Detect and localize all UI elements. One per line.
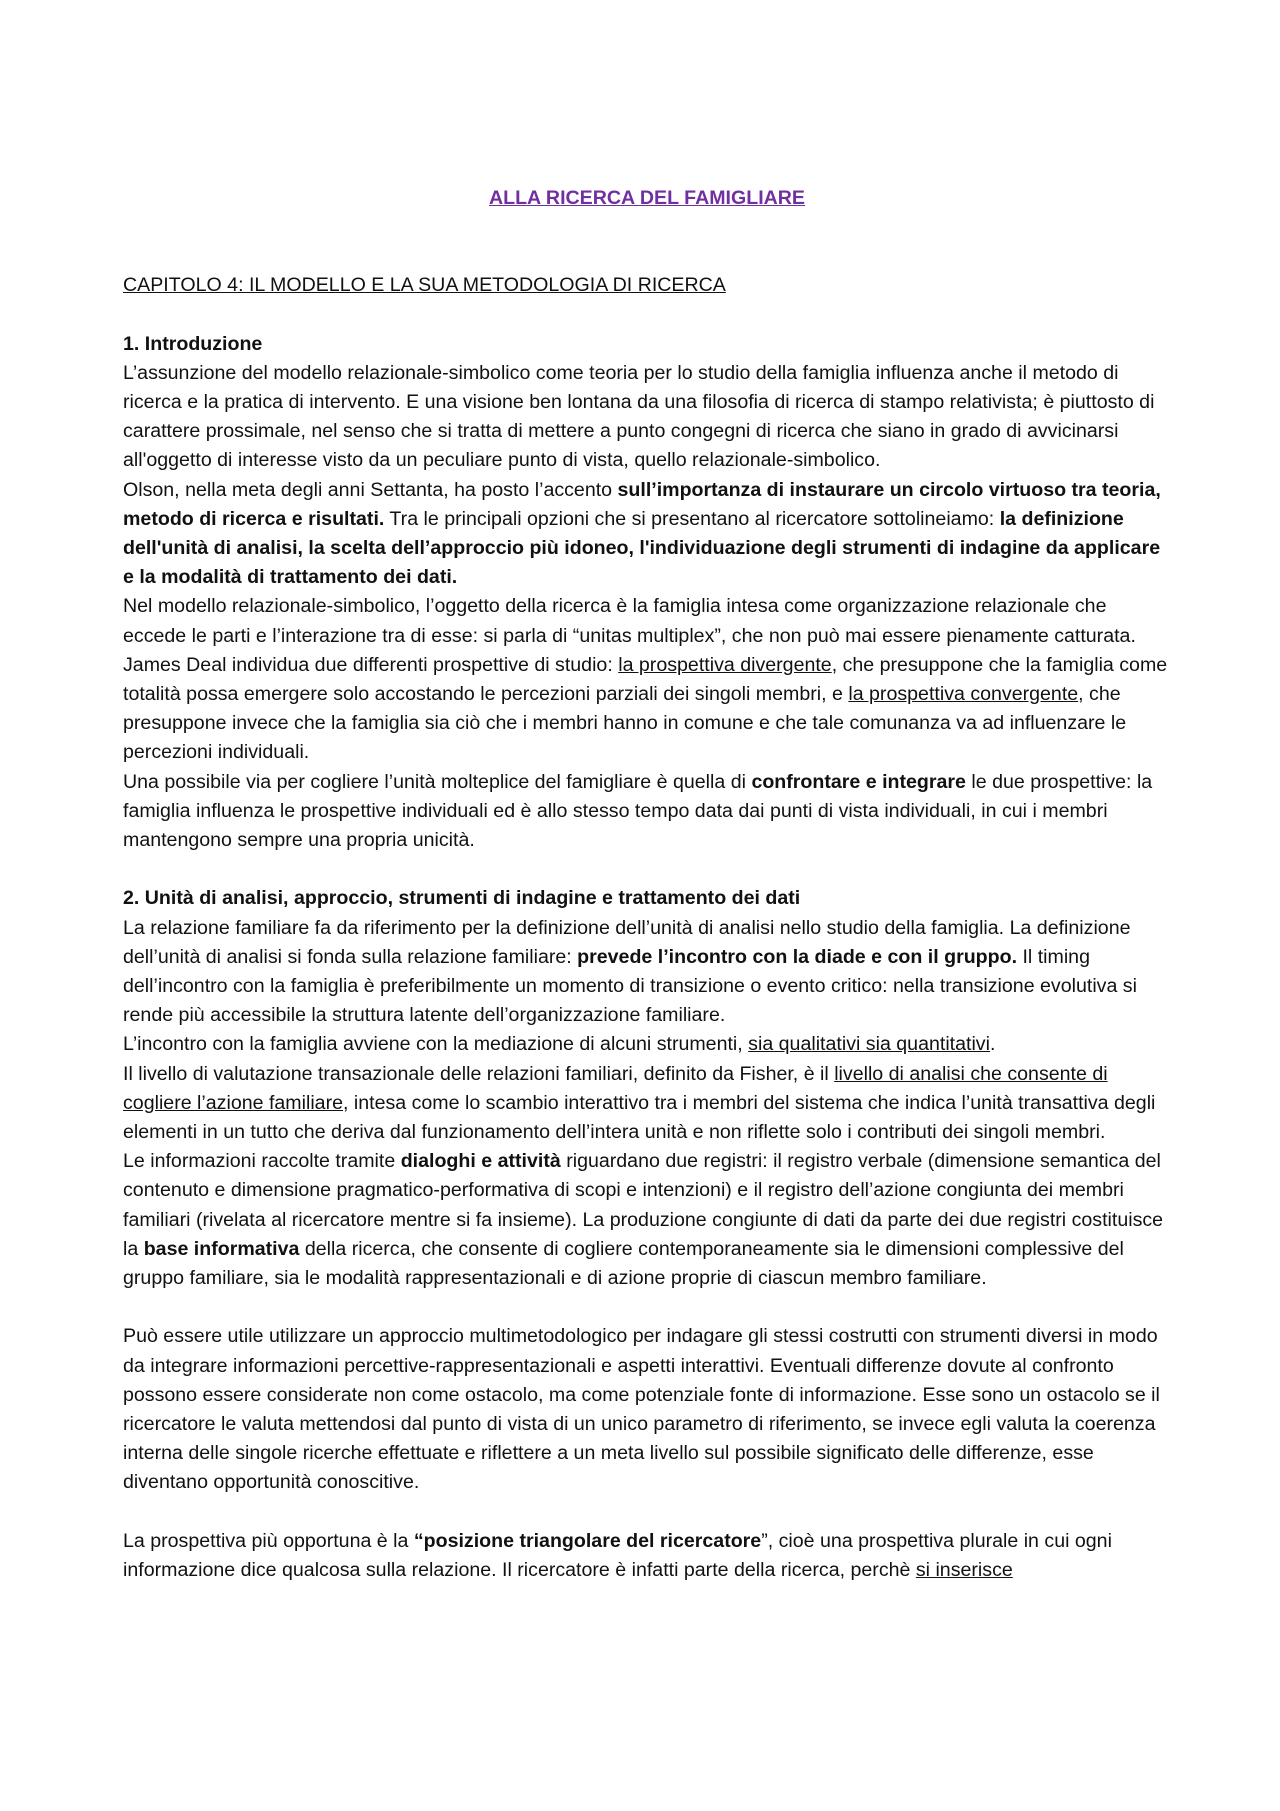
paragraph bbox=[123, 1527, 1171, 1585]
paragraph bbox=[123, 914, 1171, 1031]
emphasis-text: sull’importanza di instaurare un circolo virtuoso tra teoria, metodo di ricerca e risultati. bbox=[123, 478, 1161, 530]
paragraph-text: Le informazioni raccolte tramite bbox=[123, 1150, 401, 1173]
paragraph-text: , che presuppone invece che la famiglia sia ciò che i membri hanno in comune e che tale comunanza va ad influenzare le percezioni individuali. bbox=[123, 683, 1127, 764]
underlined-text: la prospettiva convergente bbox=[848, 683, 1079, 705]
paragraph bbox=[123, 768, 1171, 856]
paragraph-text: le due prospettive: la famiglia influenza le prospettive individuali ed è allo stesso tempo data dai punti di vista individuali, in cui i membri mantengono sempre una propria unicità. bbox=[123, 770, 1153, 852]
paragraph-text: Nel modello relazionale-simbolico, l’oggetto della ricerca è la famiglia intesa come organizzazione relazionale che eccede le parti e l’interazione tra di esse: si parla di “unitas multiplex”, che non può mai essere pienamente catturata. bbox=[123, 595, 1136, 647]
section-heading-introduzione: 1. Introduzione bbox=[123, 332, 263, 355]
underlined-text: sia qualitativi sia quantitativi bbox=[748, 1033, 990, 1056]
paragraph-spacer bbox=[123, 1293, 1171, 1322]
emphasis-text: confrontare e integrare bbox=[751, 770, 966, 793]
paragraph-text: . bbox=[989, 1033, 996, 1056]
underlined-text: livello di analisi che consente di cogliere l’azione familiare bbox=[123, 1062, 1108, 1114]
emphasis-text: dialoghi e attività bbox=[400, 1150, 561, 1173]
paragraph-text: Una possibile via per cogliere l’unità molteplice del famigliare è quella di bbox=[123, 770, 752, 793]
document-title: ALLA RICERCA DEL FAMIGLIARE bbox=[488, 187, 806, 209]
paragraph bbox=[123, 1322, 1171, 1497]
document-body bbox=[123, 184, 1171, 1585]
paragraph-text: Olson, nella meta degli anni Settanta, ha posto l’accento bbox=[123, 478, 618, 501]
emphasis-text: base informativa bbox=[143, 1237, 300, 1260]
paragraph bbox=[123, 359, 1171, 476]
paragraph-text: Tra le principali opzioni che si presentano al ricercatore sottolineiamo: bbox=[384, 507, 1000, 530]
section-heading-unita-di-analisi: 2. Unità di analisi, approccio, strumenti di indagine e trattamento dei dati bbox=[123, 887, 801, 910]
paragraph-text: ”, cioè una prospettiva plurale in cui ogni informazione dice qualcosa sulla relazione. Il ricercatore è infatti parte della ricerca, perchè bbox=[123, 1529, 1112, 1582]
emphasis-text: prevede l’incontro con la diade e con il gruppo. bbox=[577, 945, 1018, 968]
paragraph-spacer bbox=[123, 1498, 1171, 1527]
paragraph bbox=[123, 1147, 1171, 1293]
emphasis-text: la definizione dell'unità di analisi, la scelta dell’approccio più idoneo, l'individuazione degli strumenti di indagine da applicare e la modalità di trattamento dei dati. bbox=[123, 507, 1161, 589]
paragraph-text: L’assunzione del modello relazionale-simbolico come teoria per lo studio della famiglia influenza anche il metodo di ricerca e la pratica di intervento. E una visione ben lontana da una filosofia di ricerca di stampo relativista; è piuttosto di carattere prossimale, nel senso che si tratta di mettere a punto congegni di ricerca che siano in grado di avvicinarsi all'oggetto di interesse visto da un peculiare punto di vista, quello relazionale-simbolico. bbox=[123, 361, 1155, 472]
paragraph-text: James Deal individua due differenti prospettive di studio: bbox=[123, 653, 619, 676]
emphasis-text: “posizione triangolare del ricercatore bbox=[413, 1529, 762, 1552]
paragraph bbox=[123, 651, 1171, 768]
paragraph bbox=[123, 476, 1171, 593]
chapter-heading: CAPITOLO 4: IL MODELLO E LA SUA METODOLOGIA DI RICERCA bbox=[123, 274, 726, 297]
paragraph-text: La prospettiva più opportuna è la bbox=[123, 1529, 414, 1552]
paragraph-text: , che presuppone che la famiglia come totalità possa emergere solo accostando le percezioni parziali dei singoli membri, e bbox=[123, 653, 1168, 705]
paragraph-text: della ricerca, che consente di cogliere contemporaneamente sia le dimensioni complessive del gruppo familiare, sia le modalità rappresentazionali e di azione proprie di ciascun membro familiare. bbox=[123, 1237, 1124, 1290]
paragraph-text: La relazione familiare fa da riferimento per la definizione dell’unità di analisi nello studio della famiglia. La definizione dell’unità di analisi si fonda sulla relazione familiare: bbox=[123, 916, 1131, 968]
paragraph-text: L’incontro con la famiglia avviene con la mediazione di alcuni strumenti, bbox=[123, 1033, 749, 1056]
paragraph-text: Il timing dell’incontro con la famiglia è preferibilmente un momento di transizione o evento critico: nella transizione evolutiva si rende più accessibile la struttura latente dell’organizzazione familiare. bbox=[123, 945, 1137, 1027]
paragraph bbox=[123, 1030, 1171, 1059]
underlined-text: la prospettiva divergente bbox=[618, 653, 832, 676]
paragraph bbox=[123, 1060, 1171, 1148]
underlined-text: si inserisce bbox=[915, 1559, 1013, 1582]
paragraph bbox=[123, 592, 1171, 650]
paragraph-text: Il livello di valutazione transazionale delle relazioni familiari, definito da Fisher, è il bbox=[123, 1062, 835, 1085]
paragraph-text: Può essere utile utilizzare un approccio multimetodologico per indagare gli stessi costrutti con strumenti diversi in modo da integrare informazioni percettive-rappresentazionali e aspetti interattivi. Eventuali differenze dovute al confronto possono essere considerate non come ostacolo, ma come potenziale fonte di informazione. Esse sono un ostacolo se il ricercatore le valuta mettendosi dal punto di vista di un unico parametro di riferimento, se invece egli valuta la coerenza interna delle singole ricerche effettuate e riflettere a un meta livello sul possibile significato delle differenze, esse diventano opportunità conoscitive. bbox=[123, 1325, 1160, 1494]
paragraph-text: , intesa come lo scambio interattivo tra i membri del sistema che indica l’unità transattiva degli elementi in un tutto che deriva dal funzionamento dell’intera unità e non riflette solo i contributi dei singoli membri. bbox=[123, 1091, 1156, 1144]
paragraph-text: riguardano due registri: il registro verbale (dimensione semantica del contenuto e dimensione pragmatico-performativa di scopi e intenzioni) e il registro dell’azione congiunta dei membri familiari (rivelata al ricercatore mentre si fa insieme). La produzione congiunte di dati da parte dei due registri costituisce la bbox=[123, 1150, 1164, 1260]
